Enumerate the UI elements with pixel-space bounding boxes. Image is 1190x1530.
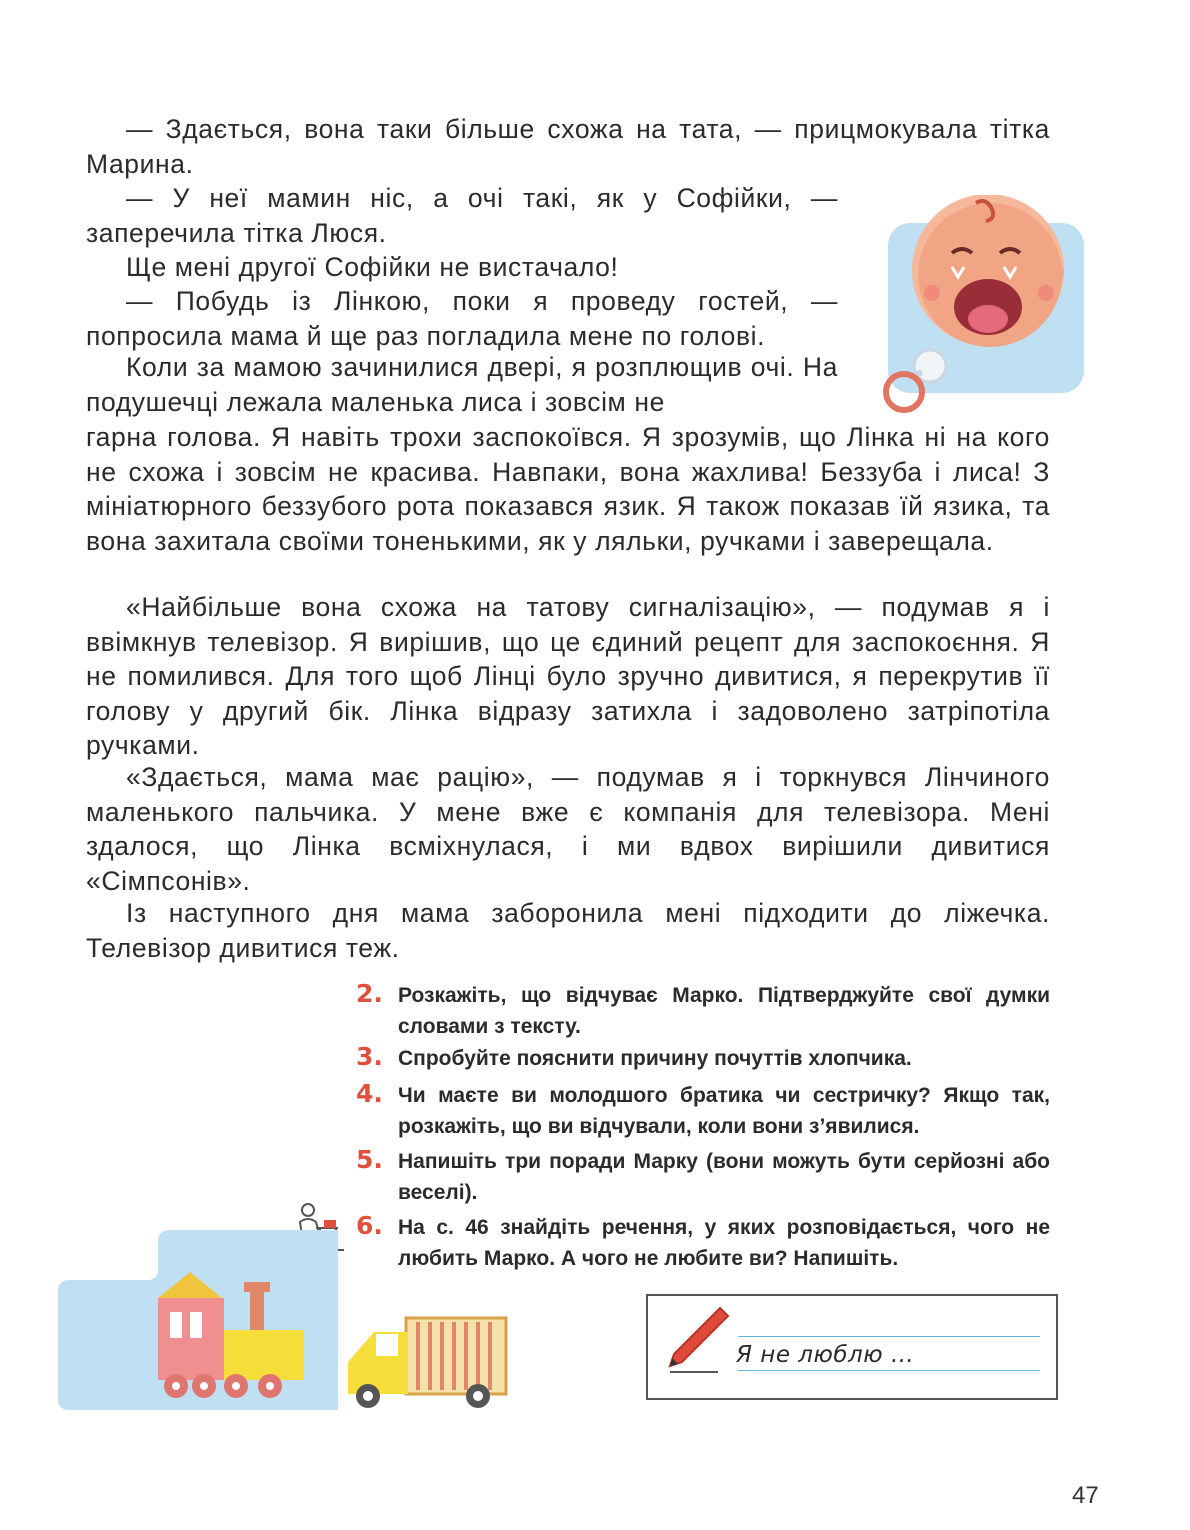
- page-number: 47: [1072, 1482, 1099, 1509]
- story-paragraph-2: — У неї мамин ніс, а очі такі, як у Софійки, — заперечила тітка Люся.: [86, 183, 838, 248]
- story-paragraph-5-end: гарна голова. Я навіть трохи заспокоївся. Я зрозумів, що Лінка ні на кого не схожа і зовсім не красива. Навпаки, вона жахлива! Беззуба і лиса! З мініатюрного беззубого рота показався язик. Я також показав їй язика, та вона захитала своїми тоненькими, як у ляльки, ручками і заверещала.: [86, 422, 1050, 556]
- toys-illustration: [58, 1230, 528, 1420]
- task-text: Напишіть три поради Марку (вони можуть бути серйозні або веселі).: [398, 1150, 1050, 1204]
- task-text: Чи маєте ви молодшого братика чи сестричку? Якщо так, розкажіть, що ви відчували, коли вони з’явилися.: [398, 1084, 1050, 1138]
- story-paragraph-3: Ще мені другої Софійки не вистачало!: [126, 252, 619, 282]
- story-paragraph-1: — Здається, вона таки більше схожа на тата, — прицмокувала тітка Марина.: [86, 114, 1050, 179]
- task-2: [356, 980, 1050, 1042]
- task-number: 2.: [356, 979, 383, 1008]
- answer-line-top: [738, 1336, 1040, 1337]
- task-5: [356, 1146, 1050, 1208]
- story-paragraph-6: «Найбільше вона схожа на татову сигналізацію», — подумав я і ввімкнув телевізор. Я вирішив, що це єдиний рецепт для заспокоєння. Я не помилився. Для того щоб Лінці було зручно дивитися, я перекрутив її голову у другий бік. Лінка відразу затихла і задоволено затріпотіла ручками.: [86, 592, 1050, 760]
- task-3: [356, 1043, 1050, 1074]
- story-paragraph-7: «Здається, мама має рацію», — подумав я і торкнувся Лінчиного маленького пальчика. У мене вже є компанія для телевізора. Мені здалося, що Лінка всміхнулася, і ми вдвох вирішили дивитися «Сімпсонів».: [86, 762, 1050, 896]
- task-4: [356, 1080, 1050, 1142]
- story-paragraph-5-start: Коли за мамою зачинилися двері, я розплющив очі. На подушечці лежала маленька лиса і зовсім не: [86, 352, 838, 417]
- story-paragraph-4: — Побудь із Лінкою, поки я проведу гостей, — попросила мама й ще раз погладила мене по голові.: [86, 286, 838, 351]
- task-text: Розкажіть, що відчуває Марко. Підтверджуйте свої думки словами з тексту.: [398, 984, 1050, 1038]
- task-number: 4.: [356, 1079, 383, 1108]
- task-text: На с. 46 знайдіть речення, у яких розповідається, чого не любить Марко. А чого не любите ви? Напишіть.: [398, 1216, 1050, 1270]
- task-number: 5.: [356, 1145, 383, 1174]
- task-number: 3.: [356, 1042, 383, 1071]
- toy-truck-icon: [348, 1318, 506, 1408]
- task-number: 6.: [356, 1211, 383, 1240]
- answer-prompt: Я не люблю …: [736, 1342, 915, 1368]
- story-paragraph-8: Із наступного дня мама заборонила мені підходити до ліжечка. Телевізор дивитися теж.: [86, 898, 1050, 963]
- pencil-icon: [662, 1300, 732, 1380]
- task-text: Спробуйте пояснити причину почуттів хлопчика.: [398, 1047, 912, 1070]
- pacifier-icon: [878, 340, 968, 420]
- answer-line-bottom: [738, 1370, 1040, 1371]
